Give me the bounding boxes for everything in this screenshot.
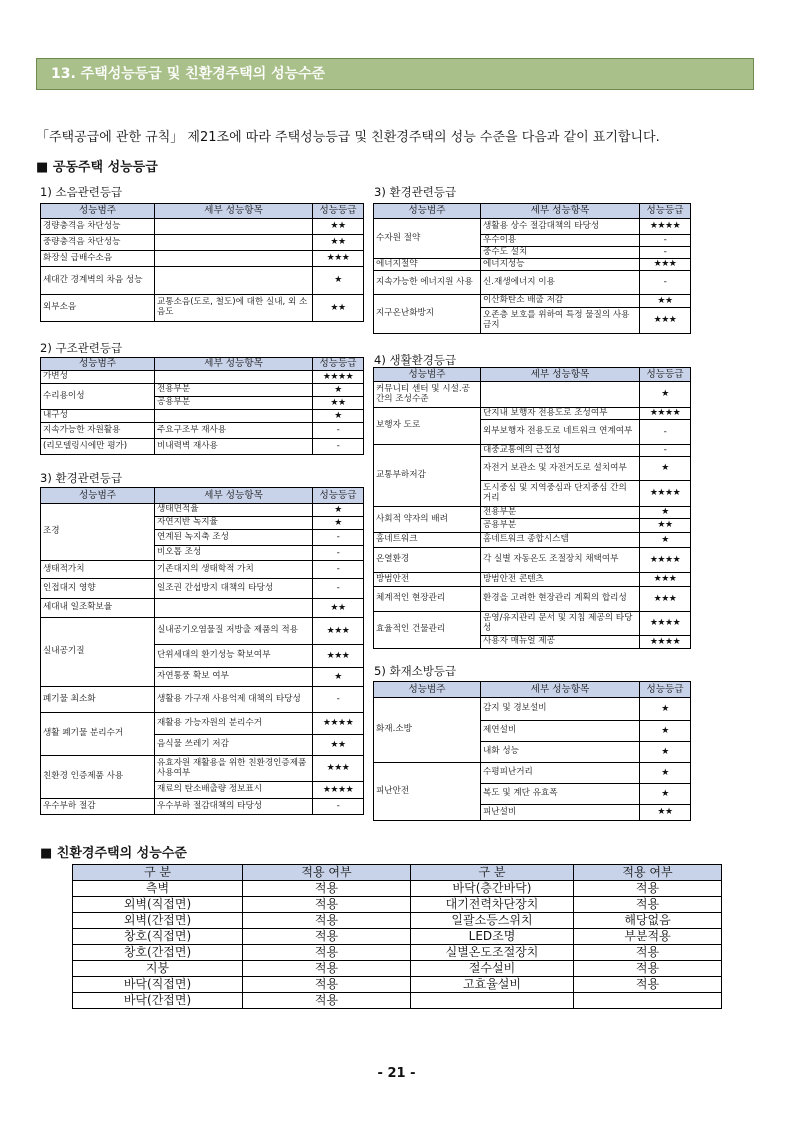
table-row: 중량충격음 차단성능 ★★	[41, 235, 364, 251]
table-row: 피난설비 ★★	[374, 805, 691, 821]
table-row: 교통부하저감 대중교통에의 근접성 -	[374, 445, 691, 457]
table-row: 중수도 설치 -	[374, 247, 691, 259]
header-category: 성능범주	[41, 204, 155, 219]
grade-stars: ★★★	[313, 251, 364, 267]
grade-stars: ★	[313, 267, 364, 295]
table-row: 자연통풍 확보 여부 ★	[41, 668, 364, 687]
table-row: 수자원 절약 생활용 상수 절감대책의 타당성 ★★★★	[374, 219, 691, 235]
table-row: 공용부분 ★★	[41, 397, 364, 410]
living-grade-title: 4) 생활환경등급	[374, 353, 457, 367]
table-row: 홈네트워크 홈네트워크 종합시스템 ★	[374, 533, 691, 548]
table-row: 외벽(간접면) 적용 일괄소등스위치 해당없음	[73, 913, 722, 929]
fire-grade-table: 성능범주 세부 성능항목 성능등급 화재.소방 감지 및 경보설비 ★ 제연설비 ★ 내화 성능 ★ 피난안전 수평피난거리 ★ 복도 및 계단 유효폭 ★ 피난설비 ★★	[373, 681, 691, 821]
table-row: 사용자 매뉴얼 제공 ★★★★	[374, 636, 691, 649]
table-row: 폐기물 최소화 생활용 가구재 사용억제 대책의 타당성 -	[41, 687, 364, 713]
table-row: 오존층 보호를 위하여 특정 물질의 사용금지 ★★★	[374, 308, 691, 334]
table-row: 우수부하 절감 우수부하 절감대책의 타당성 -	[41, 799, 364, 815]
table-row: 보행자 도로 단지내 보행자 전용도로 조성여부 ★★★★	[374, 408, 691, 420]
table-row: 단위세대의 환기성능 확보여부 ★★★	[41, 645, 364, 668]
eco-header-apply-2: 적용 여부	[574, 865, 722, 881]
env-grade-table-left: 성능범주 세부 성능항목 성능등급 조경 생태면적율 ★ 자연지반 녹지율 ★ 연계된 녹지축 조성 - 비오톱 조성 - 생태적가치 기존대지의 생태학적 가치 - 인접대지 영향 일조권 간섭방지 대책의 타당성 - 세대내 일조확보율 ★★ 실내공기질 실내공기오염물질 저방출 제품의 적용 ★★★ 단위세대의 환기성능 확보여부 ★★★ 자연통풍 확보 여부 ★ 폐기물 최소화 생활용 가구재 사용억제 대책의 타당성 - 생활 폐기물 분리수거 재활용 가능자원의 분리수거 ★★★★ 음식물 쓰레기 저감 ★★ 친환경 인증제품 사용 유효자원 재활용을 위한 친환경인증제품 사용여부 ★★★ 재료의 탄소배출량 정보표시 ★★★★ 우수부하 절감 우수부하 절감대책의 타당성 -	[40, 487, 364, 815]
table-row: 내화 성능 ★	[374, 742, 691, 763]
table-row: 자연지반 녹지율 ★	[41, 517, 364, 530]
eco-housing-table	[72, 864, 722, 1009]
table-row: 세대내 일조확보율 ★★	[41, 599, 364, 618]
section-title: 13. 주택성능등급 및 친환경주택의 성능수준	[36, 58, 754, 90]
intro-text: 「주택공급에 관한 규칙」 제21조에 따라 주택성능등급 및 친환경주택의 성능 수준을 다음과 같이 표기합니다.	[36, 130, 660, 145]
table-row: 외부소음 교통소음(도로, 철도)에 대한 실내, 외 소음도 ★★	[41, 295, 364, 322]
table-row: 도시중심 및 지역중심과 단지중심 간의 거리 ★★★★	[374, 481, 691, 507]
table-row: 사회적 약자의 배려 전용부분 ★	[374, 507, 691, 519]
page-number: - 21 -	[377, 1066, 416, 1081]
table-row: 복도 및 계단 유효폭 ★	[374, 784, 691, 805]
structure-grade-title: 2) 구조관련등급	[40, 341, 123, 355]
heading-eco-housing: ■ 친환경주택의 성능수준	[40, 846, 187, 861]
table-row: 친환경 인증제품 사용 유효자원 재활용을 위한 친환경인증제품 사용여부 ★★★	[41, 756, 364, 782]
living-grade-table: 성능범주 세부 성능항목 성능등급 커뮤니티 센터 및 시설.공간의 조성수준 ★ 보행자 도로 단지내 보행자 전용도로 조성여부 ★★★★ 외부보행자 전용도로 네트워크 연계여부 - 교통부하저감 대중교통에의 근접성 - 자전거 보관소 및 자전거도로 설치여부 ★ 도시중심 및 지역중심과 단지중심 간의 거리 ★★★★ 사회적 약자의 배려 전용부분 ★ 공용부분 ★★ 홈네트워크 홈네트워크 종합시스템 ★ 온열환경 각 실별 자동온도 조절장치 채택여부 ★★★★ 방범안전 방범안전 콘텐츠 ★★★ 체계적인 현장관리 환경을 고려한 현장관리 계획의 합리성 ★★★ 효율적인 건물관리 운영/유지관리 문서 및 지침 제공의 타당성 ★★★★ 사용자 매뉴얼 제공 ★★★★	[373, 367, 691, 649]
table-row: 커뮤니티 센터 및 시설.공간의 조성수준 ★	[374, 382, 691, 408]
table-row: 지구온난화방지 이산화탄소 배출 저감 ★★	[374, 295, 691, 308]
table-row: 외벽(직접면) 적용 대기전력차단장치 적용	[73, 897, 722, 913]
structure-grade-table: 성능범주 세부 성능항목 성능등급 가변성 ★★★★ 수리용이성 전용부분 ★ 공용부분 ★★ 내구성 ★ 지속가능한 자원활용 주요구조부 재사용 - (리모델링시에만 평가) 비내력벽 재사용 -	[40, 357, 364, 455]
table-row: 수리용이성 전용부분 ★	[41, 384, 364, 397]
noise-grade-table	[40, 203, 364, 322]
table-row: 창호(간접면) 적용 실별온도조절장치 적용	[73, 945, 722, 961]
table-row: 바닥(간접면) 적용	[73, 993, 722, 1009]
table-row: 내구성 ★	[41, 410, 364, 423]
table-row: 경량충격음 차단성능 ★★	[41, 219, 364, 235]
table-row: 바닥(직접면) 적용 고효율설비 적용	[73, 977, 722, 993]
table-row: 창호(직접면) 적용 LED조명 부분적용	[73, 929, 722, 945]
table-row: (리모델링시에만 평가) 비내력벽 재사용 -	[41, 439, 364, 455]
table-row: 피난안전 수평피난거리 ★	[374, 763, 691, 784]
table-row: 재료의 탄소배출량 정보표시 ★★★★	[41, 782, 364, 799]
eco-header-category-2: 구 분	[411, 865, 574, 881]
table-row: 온열환경 각 실별 자동온도 조절장치 채택여부 ★★★★	[374, 548, 691, 573]
grade-stars: ★★	[313, 295, 364, 322]
eco-header-category-1: 구 분	[73, 865, 243, 881]
table-row: 생활 폐기물 분리수거 재활용 가능자원의 분리수거 ★★★★	[41, 713, 364, 735]
table-row: 음식물 쓰레기 저감 ★★	[41, 735, 364, 756]
grade-stars: ★★	[313, 219, 364, 235]
table-row: 지붕 적용 절수설비 적용	[73, 961, 722, 977]
header-item: 세부 성능항목	[155, 204, 313, 219]
table-row: 화재.소방 감지 및 경보설비 ★	[374, 698, 691, 721]
table-row: 에너지절약 에너지성능 ★★★	[374, 259, 691, 271]
table-row: 인접대지 영향 일조권 간섭방지 대책의 타당성 -	[41, 579, 364, 599]
table-row: 외부보행자 전용도로 네트워크 연계여부 -	[374, 420, 691, 445]
table-row: 방범안전 방범안전 콘텐츠 ★★★	[374, 573, 691, 587]
table-row: 세대간 경계벽의 차음 성능 ★	[41, 267, 364, 295]
eco-header-apply-1: 적용 여부	[243, 865, 411, 881]
noise-grade-title: 1) 소음관련등급	[40, 185, 123, 199]
env-grade-title-right: 3) 환경관련등급	[374, 185, 457, 199]
table-row: 공용부분 ★★	[374, 519, 691, 533]
table-row: 조경 생태면적율 ★	[41, 504, 364, 517]
env-grade-title-left: 3) 환경관련등급	[40, 471, 123, 485]
table-row: 비오톱 조성 -	[41, 546, 364, 561]
grade-stars: ★★	[313, 235, 364, 251]
table-row: 실내공기질 실내공기오염물질 저방출 제품의 적용 ★★★	[41, 618, 364, 645]
table-row: 지속가능한 에너지원 사용 신.재생에너지 이용 -	[374, 271, 691, 295]
heading-performance-grade: ■ 공동주택 성능등급	[36, 160, 158, 175]
table-row: 제연설비 ★	[374, 721, 691, 742]
table-row: 측벽 적용 바닥(층간바닥) 적용	[73, 881, 722, 897]
table-row: 연계된 녹지축 조성 -	[41, 530, 364, 546]
table-row: 효율적인 건물관리 운영/유지관리 문서 및 지침 제공의 타당성 ★★★★	[374, 612, 691, 636]
env-grade-table-right: 성능범주 세부 성능항목 성능등급 수자원 절약 생활용 상수 절감대책의 타당성 ★★★★ 우수이용 - 중수도 설치 - 에너지절약 에너지성능 ★★★ 지속가능한 에너지원 사용 신.재생에너지 이용 - 지구온난화방지 이산화탄소 배출 저감 ★★ 오존층 보호를 위하여 특정 물질의 사용금지 ★★★	[373, 203, 691, 334]
table-row: 지속가능한 자원활용 주요구조부 재사용 -	[41, 423, 364, 439]
table-row: 체계적인 현장관리 환경을 고려한 현장관리 계획의 합리성 ★★★	[374, 587, 691, 612]
table-row: 자전거 보관소 및 자전거도로 설치여부 ★	[374, 457, 691, 481]
table-row: 가변성 ★★★★	[41, 371, 364, 384]
table-row: 우수이용 -	[374, 235, 691, 247]
fire-grade-title: 5) 화재소방등급	[374, 664, 457, 678]
table-row: 생태적가치 기존대지의 생태학적 가치 -	[41, 561, 364, 579]
table-row: 화장실 급배수소음 ★★★	[41, 251, 364, 267]
header-grade: 성능등급	[313, 204, 364, 219]
